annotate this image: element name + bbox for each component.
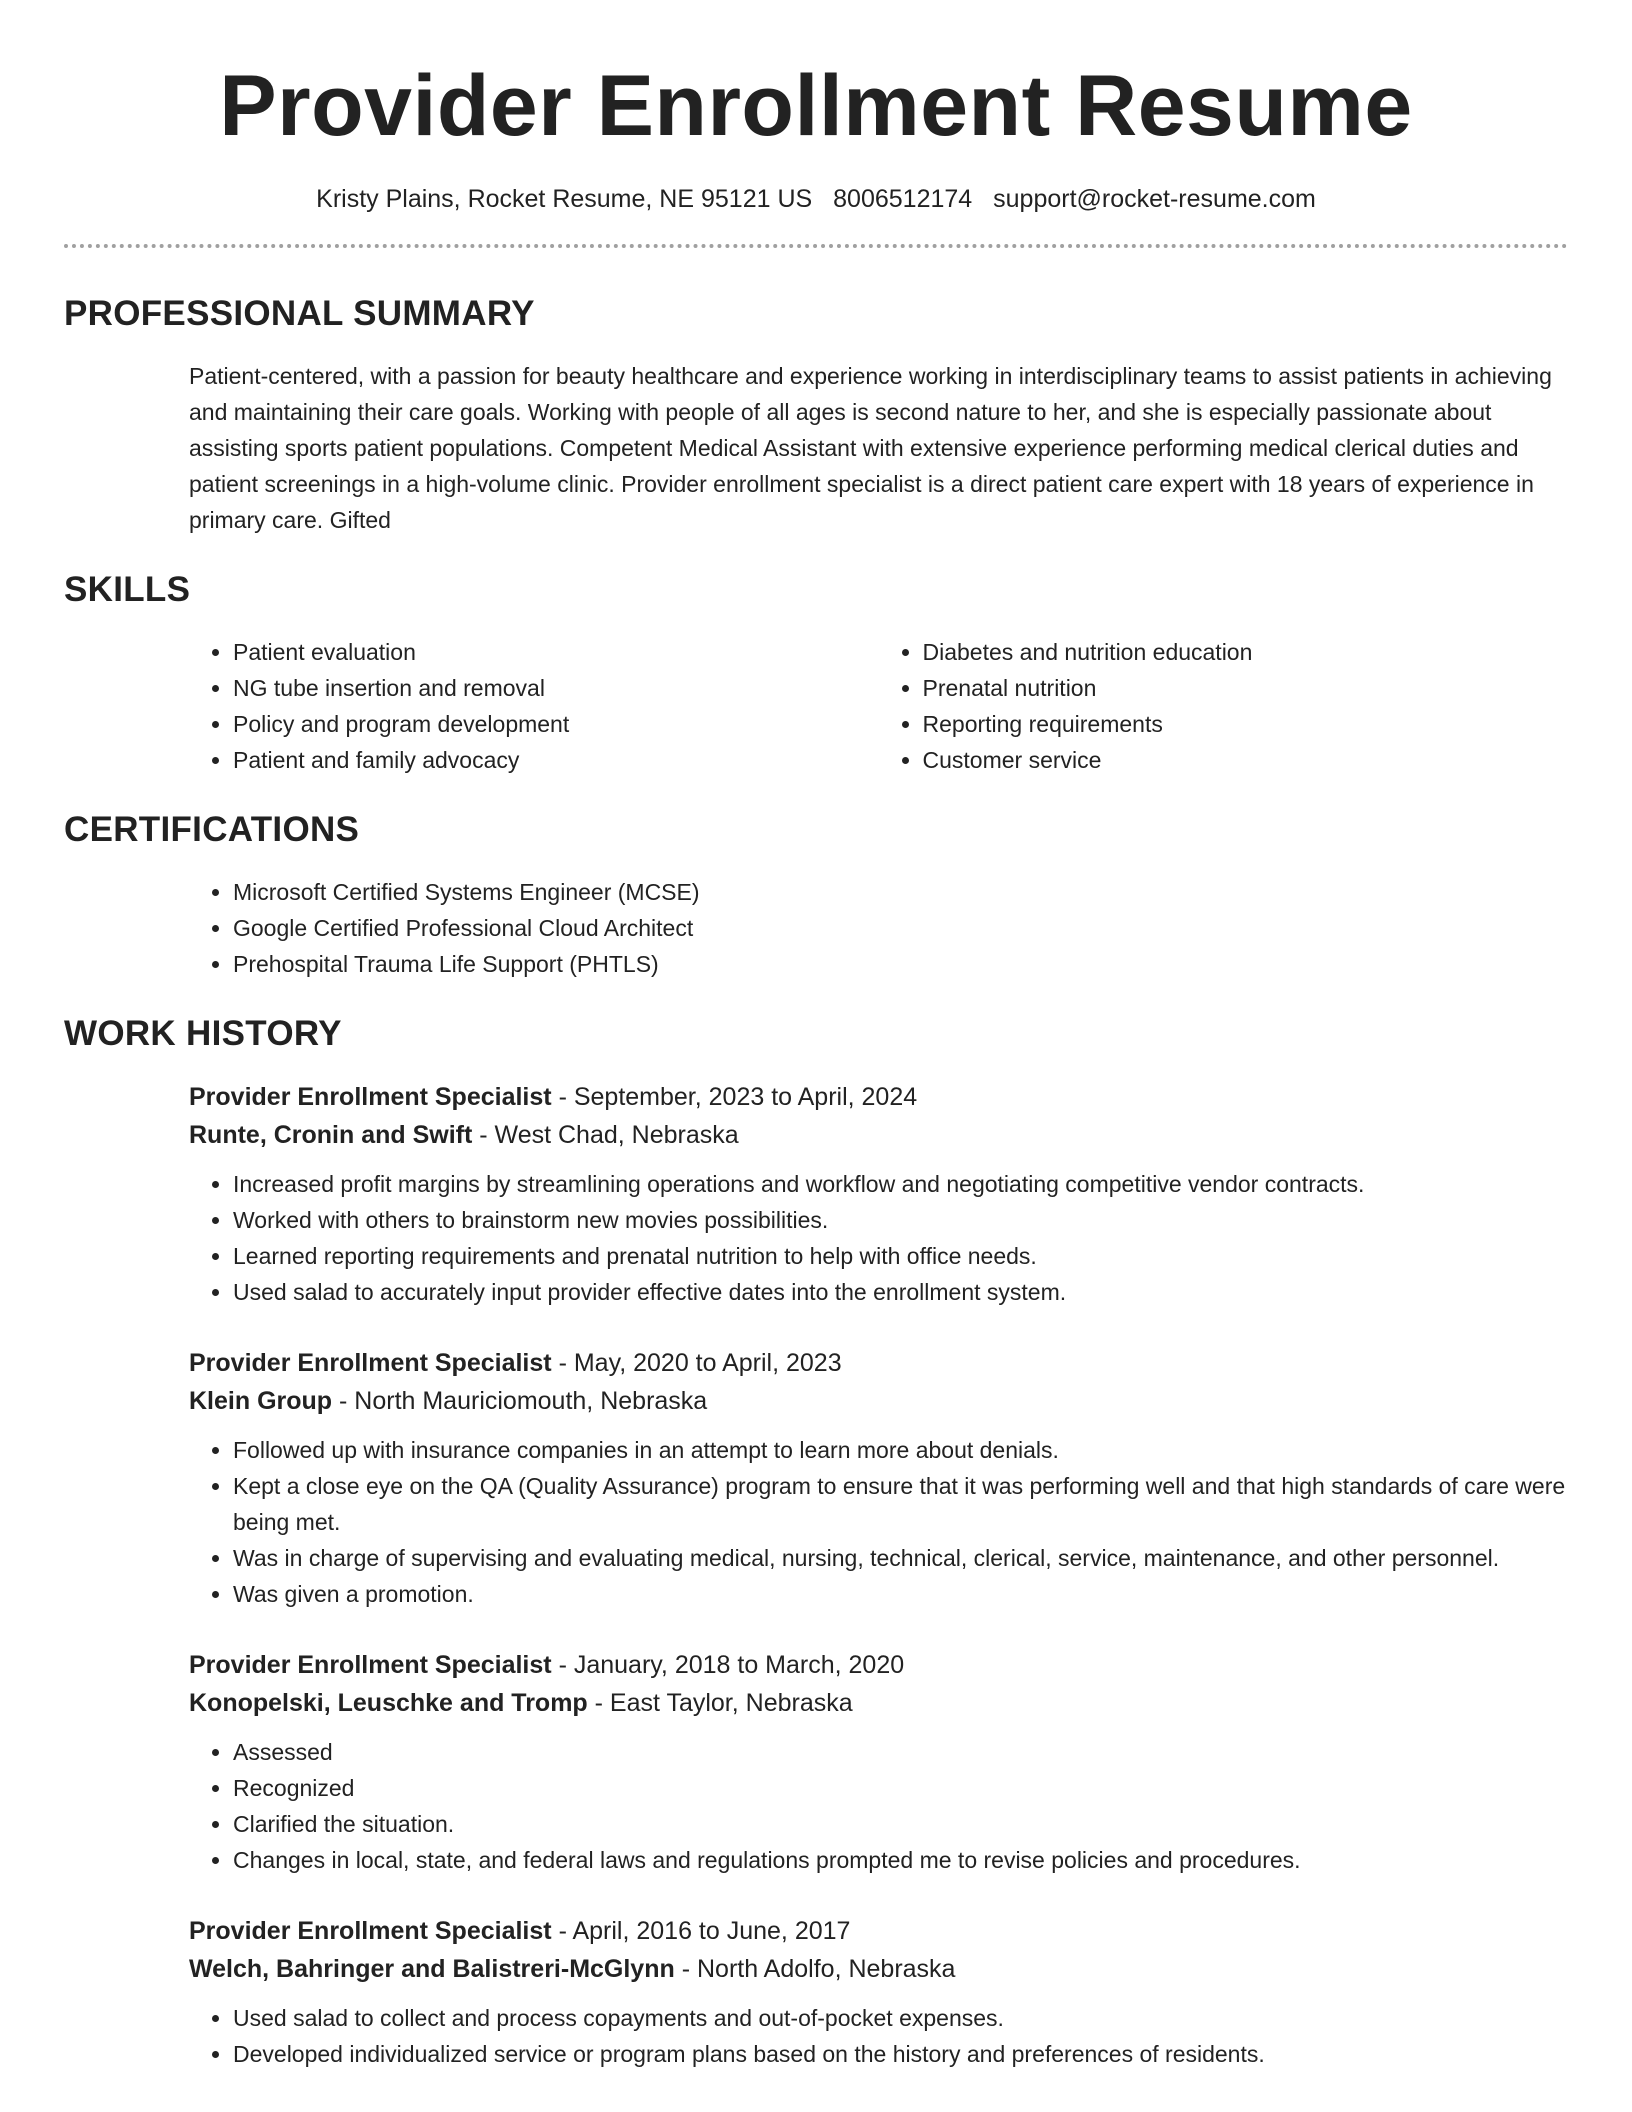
skill-item: • NG tube insertion and removal	[233, 670, 879, 706]
header-divider	[64, 244, 1568, 248]
skill-item: • Prenatal nutrition	[923, 670, 1569, 706]
certifications-list	[189, 874, 1568, 982]
job-bullet: • Was in charge of supervising and evaluating medical, nursing, technical, clerical, service, maintenance, and other personnel.	[233, 1540, 1568, 1576]
job-company: Konopelski, Leuschke and Tromp	[189, 1689, 588, 1717]
job-location: - East Taylor, Nebraska	[587, 1689, 853, 1717]
job-title-line	[189, 1646, 1568, 1684]
job-entry	[189, 1646, 1568, 1878]
skills-heading: SKILLS	[64, 570, 191, 609]
job-entry	[189, 1078, 1568, 1310]
job-entry	[189, 1912, 1568, 2072]
job-company: Runte, Cronin and Swift	[189, 1121, 473, 1149]
job-bullets	[189, 1432, 1568, 1612]
contact-phone[interactable]: 8006512174	[833, 185, 973, 213]
certification-item: • Google Certified Professional Cloud Architect	[233, 910, 1568, 946]
job-title-line	[189, 1912, 1568, 1950]
job-bullets	[189, 2000, 1568, 2072]
job-bullets	[189, 1734, 1568, 1878]
skill-item: • Diabetes and nutrition education	[923, 634, 1569, 670]
certification-item: • Prehospital Trauma Life Support (PHTLS)	[233, 946, 1568, 982]
skills-left-list	[189, 634, 879, 778]
contact-line	[0, 182, 1632, 216]
job-bullet: • Was given a promotion.	[233, 1576, 1568, 1612]
job-title: Provider Enrollment Specialist	[189, 1651, 552, 1679]
skills-grid	[189, 634, 1568, 778]
job-company-line	[189, 1950, 1568, 1988]
job-company-line	[189, 1116, 1568, 1154]
job-location: - North Adolfo, Nebraska	[674, 1955, 956, 1983]
job-bullet: • Assessed	[233, 1734, 1568, 1770]
job-title-line	[189, 1078, 1568, 1116]
job-bullet: • Used salad to accurately input provider effective dates into the enrollment system.	[233, 1274, 1568, 1310]
work-history-heading: WORK HISTORY	[64, 1014, 342, 1053]
job-location: - West Chad, Nebraska	[472, 1121, 739, 1149]
summary-text: Patient-centered, with a passion for beauty healthcare and experience working in interdisciplinary teams to assist patients in achieving and maintaining their care goals. Working with people of all ages is second nature to her, and she is especially passionate about assisting sports patient populations. Competent Medical Assistant with extensive experience performing medical clerical duties and patient screenings in a high-volume clinic. Provider enrollment specialist is a direct patient care expert with 18 years of experience in primary care. Gifted	[189, 363, 1552, 533]
job-bullet: • Increased profit margins by streamlining operations and workflow and negotiating competitive vendor contracts.	[233, 1166, 1568, 1202]
job-entry	[189, 1344, 1568, 1612]
job-bullet: • Used salad to collect and process copayments and out-of-pocket expenses.	[233, 2000, 1568, 2036]
contact-address: Kristy Plains, Rocket Resume, NE 95121 US	[316, 185, 813, 213]
summary-heading: PROFESSIONAL SUMMARY	[64, 294, 535, 333]
skills-section	[0, 568, 1632, 778]
job-dates: - January, 2018 to March, 2020	[551, 1651, 905, 1679]
skill-item: • Patient evaluation	[233, 634, 879, 670]
certification-item: • Microsoft Certified Systems Engineer (MCSE)	[233, 874, 1568, 910]
skills-right-list	[879, 634, 1569, 778]
job-bullet: • Followed up with insurance companies in an attempt to learn more about denials.	[233, 1432, 1568, 1468]
skill-item: • Patient and family advocacy	[233, 742, 879, 778]
job-bullet: • Changes in local, state, and federal laws and regulations prompted me to revise policies and procedures.	[233, 1842, 1568, 1878]
job-title: Provider Enrollment Specialist	[189, 1083, 552, 1111]
work-history-section	[0, 1012, 1632, 2072]
job-bullet: • Learned reporting requirements and prenatal nutrition to help with office needs.	[233, 1238, 1568, 1274]
job-bullet: • Recognized	[233, 1770, 1568, 1806]
summary-section	[0, 292, 1632, 538]
job-title: Provider Enrollment Specialist	[189, 1349, 552, 1377]
job-dates: - April, 2016 to June, 2017	[551, 1917, 851, 1945]
job-company: Klein Group	[189, 1387, 333, 1415]
job-title-line	[189, 1344, 1568, 1382]
job-bullet: • Clarified the situation.	[233, 1806, 1568, 1842]
job-company-line	[189, 1684, 1568, 1722]
job-bullet: • Worked with others to brainstorm new movies possibilities.	[233, 1202, 1568, 1238]
certifications-heading: CERTIFICATIONS	[64, 810, 360, 849]
contact-email[interactable]: support@rocket-resume.com	[993, 185, 1316, 213]
job-bullet: • Developed individualized service or program plans based on the history and preferences of residents.	[233, 2036, 1568, 2072]
job-company: Welch, Bahringer and Balistreri-McGlynn	[189, 1955, 675, 1983]
job-bullets	[189, 1166, 1568, 1310]
job-bullet: • Kept a close eye on the QA (Quality Assurance) program to ensure that it was performing well and that high standards of care were being met.	[233, 1468, 1568, 1540]
job-dates: - May, 2020 to April, 2023	[551, 1349, 842, 1377]
certifications-section	[0, 808, 1632, 982]
skill-item: • Policy and program development	[233, 706, 879, 742]
job-location: - North Mauriciomouth, Nebraska	[332, 1387, 708, 1415]
job-title: Provider Enrollment Specialist	[189, 1917, 552, 1945]
skill-item: • Customer service	[923, 742, 1569, 778]
job-dates: - September, 2023 to April, 2024	[551, 1083, 918, 1111]
job-company-line	[189, 1382, 1568, 1420]
resume-title: Provider Enrollment Resume	[219, 58, 1413, 154]
skill-item: • Reporting requirements	[923, 706, 1569, 742]
